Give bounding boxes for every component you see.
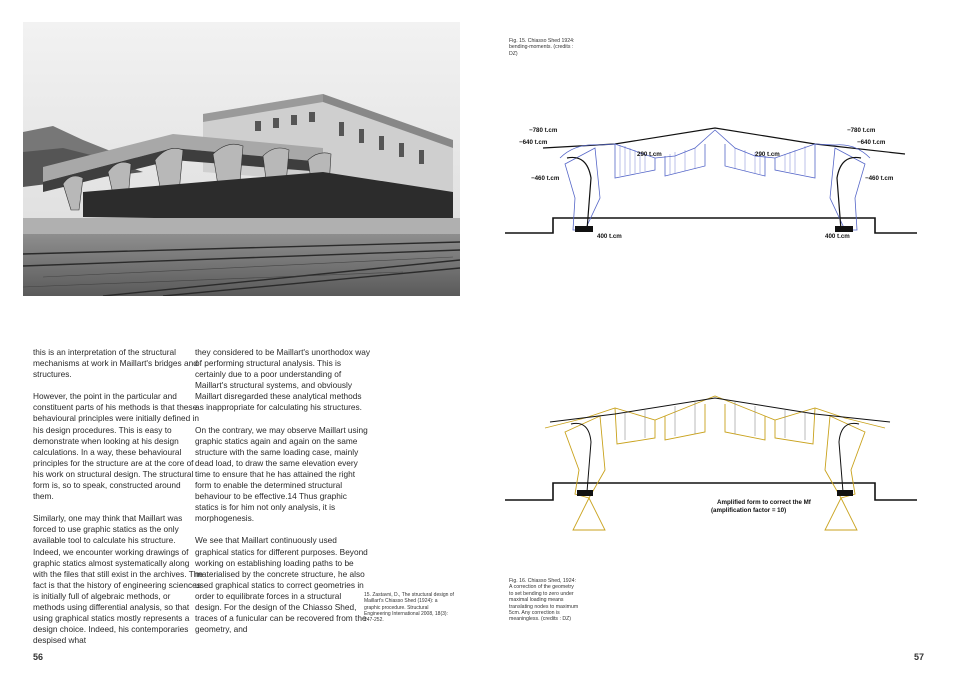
paragraph: We see that Maillart continuously used graphical statics for different purposes. Beyond working on establishing loading paths to be materialised by the concrete structure, he also used graphical statics to correct geometries in order to equilibrate forces in a structural design. For the design of the Chiasso Shed, traces of a funicular can be recovered from the geometry, and <box>195 535 368 635</box>
page-number-left: 56 <box>33 652 44 662</box>
chiasso-shed-photo <box>23 22 460 296</box>
figure-16-caption: Fig. 16. Chiasso Shed, 1924: A correction of the geometry to set bending to zero under maximal loading means translating nodes to maximum 5cm. Any correction is meaningless. (credits : DZ) <box>509 578 579 623</box>
label-left-640: −640 t.cm <box>519 139 548 146</box>
label-right-460: −460 t.cm <box>865 175 894 182</box>
label-right-780: −780 t.cm <box>847 127 876 134</box>
paragraph: Similarly, one may think that Maillart was forced to use graphic statics as the only available tool to calculate his structure. Indeed, we encounter working drawings of graphic statics almost systematically along with the files that still exist in the archives. The fact is that the history of engineering sciences is initially full of algebraic methods, or methods using differential analysis, so that using graphical statics mostly represents a design choice. Indeed, his contemporaries despised what <box>33 513 204 646</box>
label-290-left: 290 t.cm <box>637 151 662 158</box>
figure-15-bending-moments <box>505 118 925 248</box>
figure-16-amplified-form <box>505 380 925 538</box>
page-number-right: 57 <box>914 652 925 662</box>
footnote: 15. Zastavni, D., The structural design of Maillart's Chiasso Shed (1924): a graphic procedure. Structural Engineering International 2008, 18(3): 247-252. <box>364 592 454 624</box>
paragraph: On the contrary, we may observe Maillart using graphic statics again and again on the same structure with the same loading case, mainly dead load, to draw the same elevation every time to ensure that he has attained the right form to enable the determined structural behaviour to be effective.14 Thus graphic statics is for him not only analysis, it is morphogenesis. <box>195 424 368 524</box>
amplification-note-line1: Amplified form to correct the Mf <box>717 499 811 506</box>
label-left-460: −460 t.cm <box>531 175 560 182</box>
label-bottom-right-400: 400 t.cm <box>825 233 850 240</box>
paragraph: However, the point in the particular and constituent parts of his methods is that these behavioural principles were initially defined in his design procedures. This is easy to demonstrate when looking at his design calculations. In a way, these behavioural principles for the structure are at the core of his work on structural design. The structural form is, so to speak, constructed around them. <box>33 391 200 502</box>
label-left-780: −780 t.cm <box>529 127 558 134</box>
label-right-640: −640 t.cm <box>857 139 886 146</box>
text-column-1 <box>33 347 203 657</box>
paragraph: this is an interpretation of the structural mechanisms at work in Maillart's bridges and structures. <box>33 347 198 380</box>
amplification-note-line2: (amplification factor = 10) <box>711 507 787 514</box>
label-bottom-left-400: 400 t.cm <box>597 233 622 240</box>
paragraph: they considered to be Maillart's unorthodox way of performing structural analysis. This is certainly due to a poor understanding of Maillart's structural systems, and obviously Maillart disregarded these analytical methods as inappropriate for calculating his structures. <box>195 347 370 413</box>
text-column-2 <box>195 347 370 646</box>
label-290-right: 290 t.cm <box>755 151 780 158</box>
figure-15-caption: Fig. 15. Chiasso Shed 1924: bending-moments. (credits : DZ) <box>509 38 575 57</box>
